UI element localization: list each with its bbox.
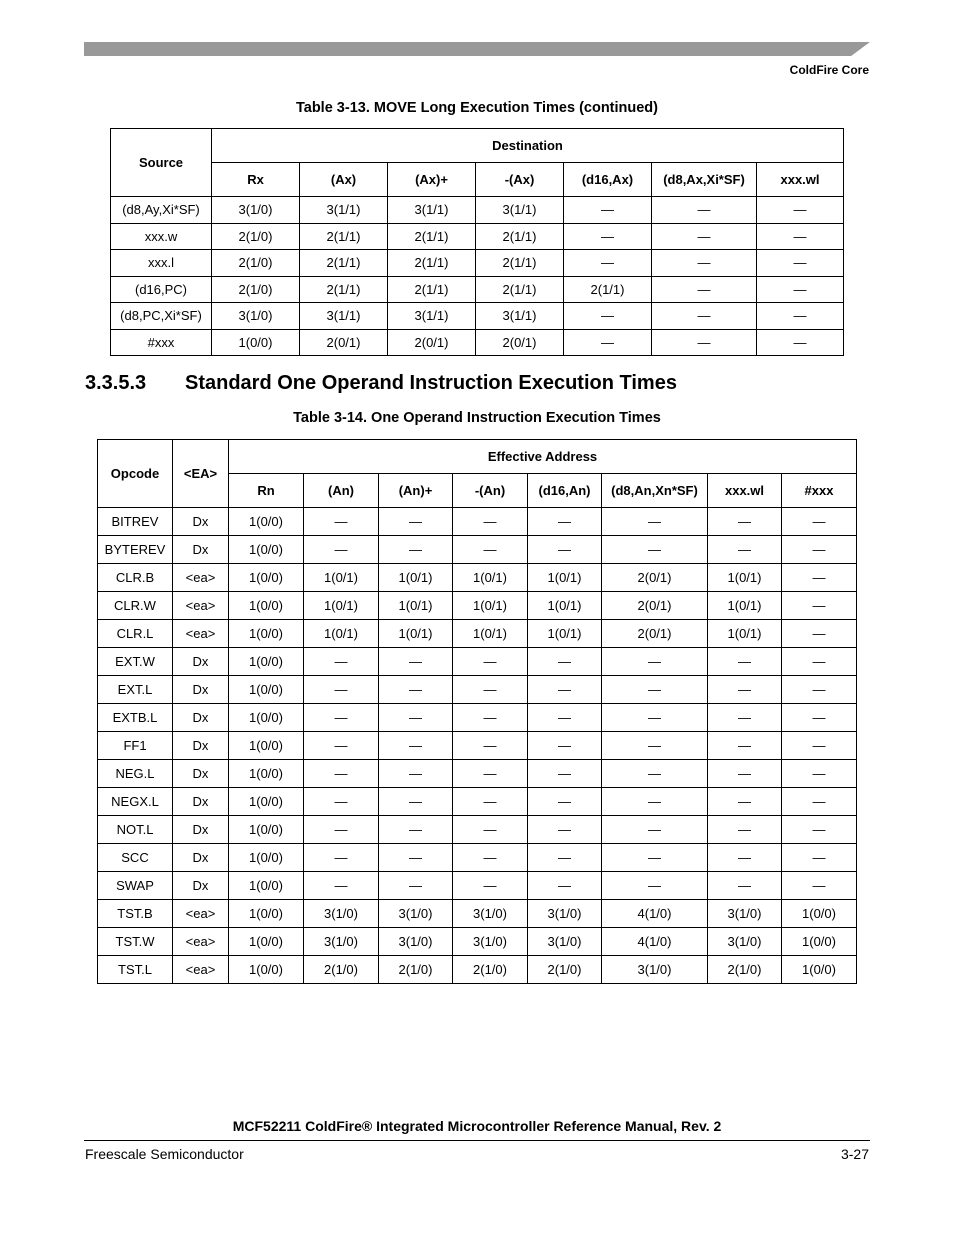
table-cell: 3(1/0) bbox=[304, 928, 379, 956]
table-cell: — bbox=[304, 760, 379, 788]
table-cell: 3(1/1) bbox=[476, 303, 564, 330]
table-cell: <ea> bbox=[173, 928, 229, 956]
table-cell: 1(0/0) bbox=[229, 592, 304, 620]
table-cell: — bbox=[453, 704, 528, 732]
table-cell: — bbox=[453, 732, 528, 760]
table-cell: — bbox=[652, 276, 757, 303]
table-cell: 1(0/0) bbox=[229, 788, 304, 816]
table-cell: SWAP bbox=[98, 872, 173, 900]
table-cell: — bbox=[453, 788, 528, 816]
table-cell: 2(1/0) bbox=[528, 956, 602, 984]
table-cell: 1(0/0) bbox=[229, 648, 304, 676]
one-operand-table bbox=[97, 439, 857, 984]
table-cell: 2(1/1) bbox=[300, 250, 388, 277]
table-cell: 1(0/0) bbox=[229, 844, 304, 872]
table-cell: — bbox=[602, 816, 708, 844]
table-cell: — bbox=[379, 732, 453, 760]
table-row bbox=[98, 900, 857, 928]
table-cell: Dx bbox=[173, 508, 229, 536]
table-cell: NEG.L bbox=[98, 760, 173, 788]
table-cell: — bbox=[602, 788, 708, 816]
table-cell: 3(1/0) bbox=[453, 900, 528, 928]
column-header: Rx bbox=[212, 163, 300, 197]
table-cell: — bbox=[708, 536, 782, 564]
table-cell: 1(0/1) bbox=[379, 620, 453, 648]
table-cell: 1(0/0) bbox=[782, 928, 857, 956]
table-row bbox=[111, 197, 844, 224]
table-cell: TST.B bbox=[98, 900, 173, 928]
table-cell: 2(1/1) bbox=[300, 276, 388, 303]
column-header: (d8,An,Xn*SF) bbox=[602, 474, 708, 508]
table-cell: 2(1/0) bbox=[212, 250, 300, 277]
table-row bbox=[98, 760, 857, 788]
table-cell: — bbox=[782, 816, 857, 844]
table-cell: 2(0/1) bbox=[602, 620, 708, 648]
table-cell: 2(1/1) bbox=[564, 276, 652, 303]
table-cell: — bbox=[304, 844, 379, 872]
table-cell: EXT.W bbox=[98, 648, 173, 676]
table-cell: — bbox=[757, 223, 844, 250]
table-cell: — bbox=[453, 760, 528, 788]
table-row bbox=[98, 648, 857, 676]
table-cell: — bbox=[379, 760, 453, 788]
section-title: Standard One Operand Instruction Execution Times bbox=[185, 372, 677, 394]
table-cell: 1(0/1) bbox=[528, 564, 602, 592]
table-cell: — bbox=[528, 788, 602, 816]
table-cell: <ea> bbox=[173, 956, 229, 984]
table-cell: — bbox=[304, 676, 379, 704]
table-cell: 1(0/0) bbox=[229, 732, 304, 760]
table-cell: — bbox=[782, 704, 857, 732]
table-cell: 1(0/0) bbox=[229, 928, 304, 956]
table-cell: — bbox=[564, 303, 652, 330]
column-header: xxx.wl bbox=[708, 474, 782, 508]
column-header: xxx.wl bbox=[757, 163, 844, 197]
column-header: (Ax)+ bbox=[388, 163, 476, 197]
table-cell: — bbox=[379, 676, 453, 704]
column-group-header: Effective Address bbox=[229, 440, 857, 474]
table-cell: — bbox=[708, 508, 782, 536]
table-row bbox=[98, 564, 857, 592]
table-cell: — bbox=[782, 620, 857, 648]
table-cell: 3(1/0) bbox=[212, 303, 300, 330]
table-cell: xxx.l bbox=[111, 250, 212, 277]
table-cell: 1(0/0) bbox=[229, 620, 304, 648]
table-cell: 2(0/1) bbox=[388, 329, 476, 356]
table-cell: 3(1/0) bbox=[379, 928, 453, 956]
table-row bbox=[98, 928, 857, 956]
table-cell: 1(0/1) bbox=[528, 592, 602, 620]
table-cell: 1(0/1) bbox=[453, 592, 528, 620]
table-cell: 1(0/1) bbox=[379, 592, 453, 620]
table-cell: CLR.L bbox=[98, 620, 173, 648]
table-cell: BYTEREV bbox=[98, 536, 173, 564]
table-cell: EXT.L bbox=[98, 676, 173, 704]
table-cell: 1(0/0) bbox=[229, 536, 304, 564]
table-cell: — bbox=[453, 816, 528, 844]
table-cell: 1(0/1) bbox=[304, 564, 379, 592]
table-row bbox=[98, 788, 857, 816]
table-cell: 3(1/1) bbox=[476, 197, 564, 224]
table-cell: <ea> bbox=[173, 620, 229, 648]
table-cell: 2(1/0) bbox=[379, 956, 453, 984]
column-header: (An)+ bbox=[379, 474, 453, 508]
table-cell: 1(0/0) bbox=[229, 676, 304, 704]
table-cell: Dx bbox=[173, 872, 229, 900]
table-row bbox=[98, 676, 857, 704]
table-cell: — bbox=[528, 816, 602, 844]
table-cell: — bbox=[708, 648, 782, 676]
table-cell: — bbox=[652, 250, 757, 277]
table-row bbox=[98, 704, 857, 732]
table-cell: — bbox=[782, 536, 857, 564]
table-cell: — bbox=[379, 704, 453, 732]
table-cell: — bbox=[304, 788, 379, 816]
table-cell: — bbox=[453, 676, 528, 704]
table-cell: 3(1/0) bbox=[304, 900, 379, 928]
table-cell: — bbox=[564, 250, 652, 277]
table-cell: — bbox=[528, 760, 602, 788]
table-cell: 3(1/0) bbox=[379, 900, 453, 928]
table-cell: — bbox=[602, 536, 708, 564]
table-cell: — bbox=[304, 872, 379, 900]
page-number: 3-27 bbox=[840, 1146, 869, 1162]
table-cell: — bbox=[782, 564, 857, 592]
column-header: (An) bbox=[304, 474, 379, 508]
table-row bbox=[111, 223, 844, 250]
table-cell: — bbox=[757, 276, 844, 303]
table-cell: — bbox=[453, 508, 528, 536]
table-cell: — bbox=[304, 704, 379, 732]
table-cell: 1(0/0) bbox=[229, 816, 304, 844]
column-group-header: Destination bbox=[212, 129, 844, 163]
table-cell: TST.W bbox=[98, 928, 173, 956]
table-cell: 2(1/0) bbox=[304, 956, 379, 984]
table-cell: — bbox=[708, 732, 782, 760]
table-cell: 2(1/1) bbox=[476, 250, 564, 277]
table-cell: 2(1/0) bbox=[212, 223, 300, 250]
table-row bbox=[111, 250, 844, 277]
column-header: Opcode bbox=[98, 440, 173, 508]
table-cell: — bbox=[564, 197, 652, 224]
table-cell: 1(0/1) bbox=[304, 592, 379, 620]
table-cell: — bbox=[528, 872, 602, 900]
table-cell: — bbox=[304, 816, 379, 844]
table-caption: Table 3-14. One Operand Instruction Execution Times bbox=[293, 410, 661, 426]
column-header: (Ax) bbox=[300, 163, 388, 197]
table-cell: — bbox=[708, 676, 782, 704]
table-cell: Dx bbox=[173, 760, 229, 788]
table-row bbox=[98, 816, 857, 844]
table-cell: NEGX.L bbox=[98, 788, 173, 816]
table-cell: — bbox=[708, 872, 782, 900]
table-cell: — bbox=[528, 508, 602, 536]
table-cell: 1(0/1) bbox=[379, 564, 453, 592]
table-cell: Dx bbox=[173, 788, 229, 816]
table-cell: — bbox=[602, 844, 708, 872]
table-cell: — bbox=[304, 536, 379, 564]
table-row bbox=[98, 592, 857, 620]
table-cell: 2(1/1) bbox=[300, 223, 388, 250]
table-cell: — bbox=[757, 329, 844, 356]
column-header: (d8,Ax,Xi*SF) bbox=[652, 163, 757, 197]
table-cell: Dx bbox=[173, 844, 229, 872]
table-cell: — bbox=[528, 648, 602, 676]
table-cell: — bbox=[602, 872, 708, 900]
table-cell: — bbox=[757, 250, 844, 277]
table-cell: (d8,PC,Xi*SF) bbox=[111, 303, 212, 330]
table-cell: — bbox=[564, 329, 652, 356]
table-cell: — bbox=[453, 648, 528, 676]
table-cell: 2(1/0) bbox=[212, 276, 300, 303]
table-cell: 1(0/0) bbox=[229, 704, 304, 732]
table-cell: — bbox=[602, 648, 708, 676]
table-row bbox=[98, 956, 857, 984]
table-cell: — bbox=[708, 844, 782, 872]
table-cell: 2(0/1) bbox=[476, 329, 564, 356]
table-cell: — bbox=[602, 704, 708, 732]
table-caption: Table 3-13. MOVE Long Execution Times (continued) bbox=[295, 100, 658, 116]
table-cell: — bbox=[379, 648, 453, 676]
table-cell: — bbox=[708, 704, 782, 732]
table-cell: — bbox=[528, 536, 602, 564]
table-row bbox=[111, 276, 844, 303]
table-cell: 1(0/0) bbox=[782, 956, 857, 984]
header-bar bbox=[84, 42, 870, 56]
table-row bbox=[98, 536, 857, 564]
table-cell: Dx bbox=[173, 648, 229, 676]
table-cell: 3(1/0) bbox=[708, 900, 782, 928]
table-cell: (d16,PC) bbox=[111, 276, 212, 303]
table-cell: 1(0/0) bbox=[229, 760, 304, 788]
table-cell: <ea> bbox=[173, 592, 229, 620]
table-cell: CLR.W bbox=[98, 592, 173, 620]
table-cell: — bbox=[757, 197, 844, 224]
table-cell: BITREV bbox=[98, 508, 173, 536]
table-cell: 2(1/1) bbox=[476, 276, 564, 303]
section-heading bbox=[85, 372, 677, 395]
table-cell: — bbox=[453, 844, 528, 872]
table-cell: — bbox=[782, 788, 857, 816]
column-header: (d16,An) bbox=[528, 474, 602, 508]
table-cell: 2(1/1) bbox=[476, 223, 564, 250]
column-header: -(Ax) bbox=[476, 163, 564, 197]
table-cell: — bbox=[782, 844, 857, 872]
table-cell: 3(1/0) bbox=[528, 900, 602, 928]
table-cell: — bbox=[602, 508, 708, 536]
table-cell: 3(1/0) bbox=[453, 928, 528, 956]
table-cell: SCC bbox=[98, 844, 173, 872]
table-cell: 3(1/0) bbox=[528, 928, 602, 956]
table-cell: 2(0/1) bbox=[602, 564, 708, 592]
footer-title: MCF52211 ColdFire® Integrated Microcontroller Reference Manual, Rev. 2 bbox=[232, 1118, 722, 1134]
move-long-table bbox=[110, 128, 844, 356]
table-cell: — bbox=[757, 303, 844, 330]
table-cell: <ea> bbox=[173, 900, 229, 928]
column-header: (d16,Ax) bbox=[564, 163, 652, 197]
footer-rule bbox=[84, 1140, 870, 1141]
table-cell: 4(1/0) bbox=[602, 900, 708, 928]
table-cell: — bbox=[782, 508, 857, 536]
table-cell: — bbox=[528, 732, 602, 760]
table-cell: <ea> bbox=[173, 564, 229, 592]
table-cell: — bbox=[782, 732, 857, 760]
table-cell: — bbox=[304, 732, 379, 760]
table-cell: 2(1/0) bbox=[453, 956, 528, 984]
table-cell: — bbox=[564, 223, 652, 250]
table-cell: — bbox=[379, 844, 453, 872]
table-cell: — bbox=[782, 676, 857, 704]
table-cell: 1(0/0) bbox=[229, 872, 304, 900]
table-cell: 1(0/1) bbox=[708, 620, 782, 648]
column-header: Source bbox=[111, 129, 212, 197]
footer-company: Freescale Semiconductor bbox=[85, 1146, 244, 1162]
table-cell: — bbox=[782, 592, 857, 620]
table-row bbox=[98, 872, 857, 900]
column-header: #xxx bbox=[782, 474, 857, 508]
table-cell: — bbox=[304, 508, 379, 536]
table-cell: (d8,Ay,Xi*SF) bbox=[111, 197, 212, 224]
table-cell: Dx bbox=[173, 816, 229, 844]
table-cell: 2(0/1) bbox=[300, 329, 388, 356]
table-cell: 1(0/1) bbox=[708, 564, 782, 592]
table-cell: — bbox=[652, 329, 757, 356]
table-cell: — bbox=[602, 760, 708, 788]
column-header: Rn bbox=[229, 474, 304, 508]
table-cell: — bbox=[708, 788, 782, 816]
table-cell: — bbox=[379, 816, 453, 844]
table-cell: 1(0/0) bbox=[229, 956, 304, 984]
table-cell: — bbox=[528, 844, 602, 872]
table-cell: 1(0/0) bbox=[229, 564, 304, 592]
table-cell: #xxx bbox=[111, 329, 212, 356]
table-cell: — bbox=[453, 872, 528, 900]
table-cell: — bbox=[708, 760, 782, 788]
table-cell: 3(1/1) bbox=[388, 303, 476, 330]
table-cell: — bbox=[782, 872, 857, 900]
table-cell: 1(0/1) bbox=[304, 620, 379, 648]
table-cell: 1(0/0) bbox=[229, 900, 304, 928]
table-cell: 2(0/1) bbox=[602, 592, 708, 620]
table-cell: 1(0/1) bbox=[528, 620, 602, 648]
table-cell: Dx bbox=[173, 536, 229, 564]
table-row bbox=[98, 844, 857, 872]
table-cell: EXTB.L bbox=[98, 704, 173, 732]
table-cell: xxx.w bbox=[111, 223, 212, 250]
table-cell: — bbox=[379, 508, 453, 536]
table-row bbox=[98, 620, 857, 648]
table-cell: — bbox=[528, 704, 602, 732]
table-cell: TST.L bbox=[98, 956, 173, 984]
table-cell: 3(1/0) bbox=[602, 956, 708, 984]
column-header: <EA> bbox=[173, 440, 229, 508]
table-cell: Dx bbox=[173, 704, 229, 732]
table-row bbox=[111, 329, 844, 356]
table-cell: 2(1/1) bbox=[388, 223, 476, 250]
table-cell: 3(1/0) bbox=[212, 197, 300, 224]
table-cell: 1(0/1) bbox=[453, 564, 528, 592]
table-cell: — bbox=[602, 732, 708, 760]
table-cell: 3(1/1) bbox=[300, 197, 388, 224]
table-cell: 1(0/0) bbox=[782, 900, 857, 928]
table-row bbox=[98, 732, 857, 760]
table-cell: — bbox=[652, 303, 757, 330]
table-cell: — bbox=[652, 197, 757, 224]
table-cell: — bbox=[453, 536, 528, 564]
table-cell: — bbox=[652, 223, 757, 250]
table-cell: 3(1/1) bbox=[388, 197, 476, 224]
table-cell: 4(1/0) bbox=[602, 928, 708, 956]
table-cell: 2(1/1) bbox=[388, 276, 476, 303]
section-number: 3.3.5.3 bbox=[85, 372, 147, 394]
table-cell: FF1 bbox=[98, 732, 173, 760]
table-cell: 1(0/1) bbox=[708, 592, 782, 620]
table-cell: 3(1/0) bbox=[708, 928, 782, 956]
table-cell: 3(1/1) bbox=[300, 303, 388, 330]
table-cell: — bbox=[304, 648, 379, 676]
table-cell: — bbox=[528, 676, 602, 704]
running-header: ColdFire Core bbox=[789, 63, 869, 77]
table-cell: — bbox=[379, 788, 453, 816]
table-cell: — bbox=[708, 816, 782, 844]
table-cell: 1(0/0) bbox=[212, 329, 300, 356]
table-cell: 2(1/1) bbox=[388, 250, 476, 277]
table-cell: Dx bbox=[173, 676, 229, 704]
table-cell: — bbox=[782, 760, 857, 788]
table-cell: 2(1/0) bbox=[708, 956, 782, 984]
table-cell: — bbox=[782, 648, 857, 676]
table-cell: Dx bbox=[173, 732, 229, 760]
table-cell: NOT.L bbox=[98, 816, 173, 844]
column-header: -(An) bbox=[453, 474, 528, 508]
table-cell: CLR.B bbox=[98, 564, 173, 592]
table-row bbox=[111, 303, 844, 330]
table-cell: 1(0/0) bbox=[229, 508, 304, 536]
table-cell: — bbox=[379, 872, 453, 900]
table-cell: — bbox=[379, 536, 453, 564]
table-cell: — bbox=[602, 676, 708, 704]
table-cell: 1(0/1) bbox=[453, 620, 528, 648]
table-row bbox=[98, 508, 857, 536]
